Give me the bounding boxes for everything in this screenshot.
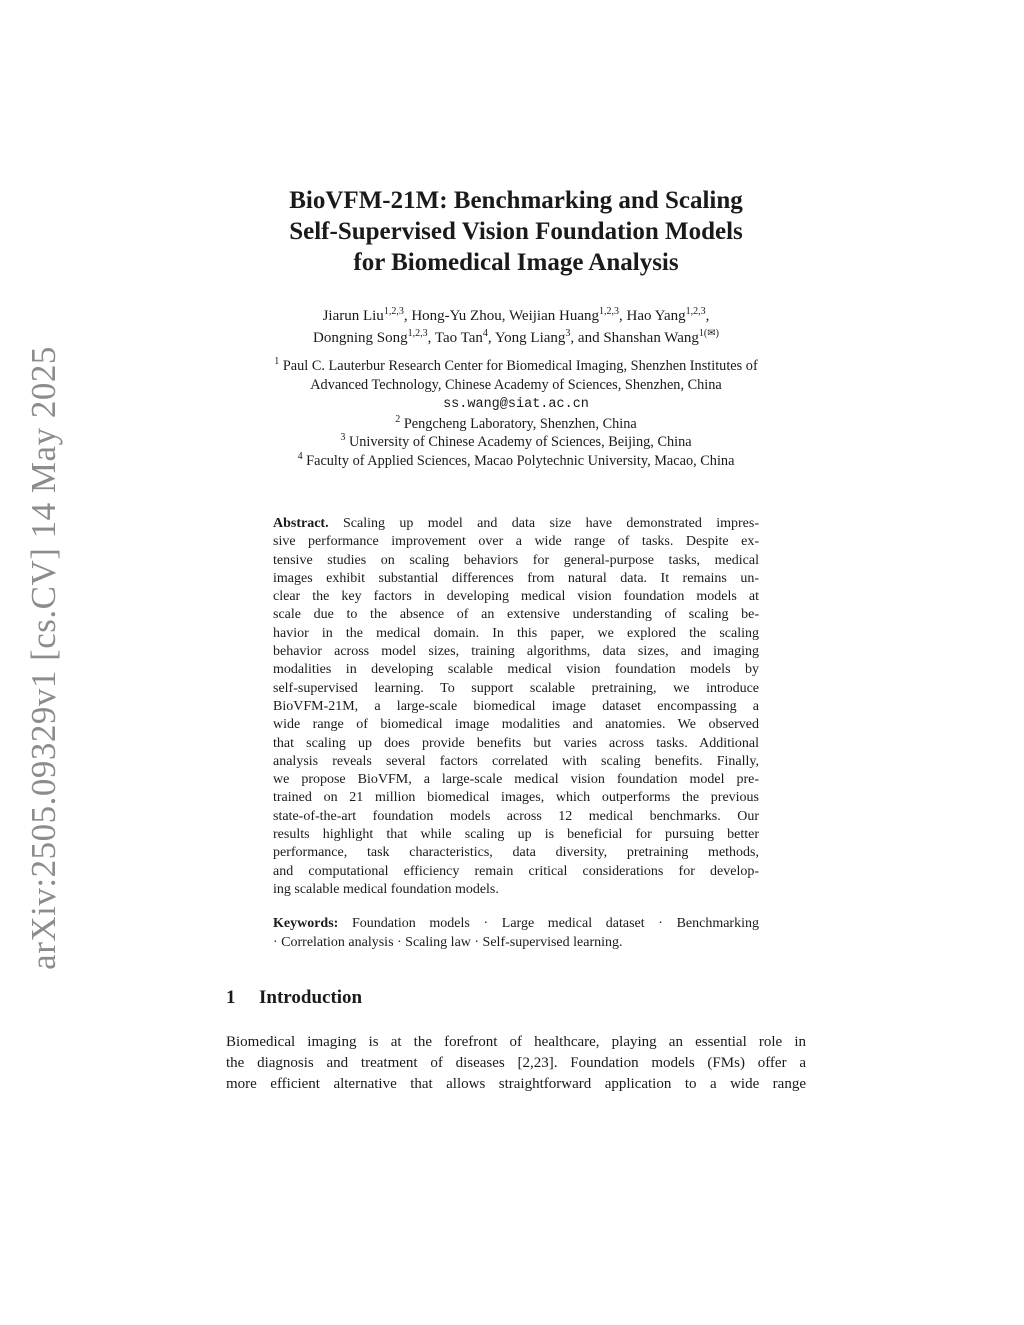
abstract-line: scale due to the absence of an extensive understanding of scaling be-: [273, 607, 759, 623]
section-number: 1: [226, 986, 236, 1008]
abstract-line: tensive studies on scaling behaviors for general-purpose tasks, medical: [273, 552, 759, 568]
affiliation-text: Pengcheng Laboratory, Shenzhen, China: [403, 415, 637, 432]
affiliation-number: 1: [274, 356, 280, 367]
author-affiliation-marker: 1,2,3: [685, 306, 706, 317]
author-name: Weijian Huang: [508, 308, 599, 324]
body-line: Biomedical imaging is at the forefront of healthcare, playing an essential role in: [226, 1033, 806, 1050]
affiliation-number: 3: [340, 432, 346, 443]
author-name: Tao Tan: [434, 330, 483, 346]
author-separator: ,: [501, 308, 509, 324]
title-line: BioVFM-21M: Benchmarking and Scaling: [289, 187, 743, 214]
author-name: Shanshan Wang: [603, 330, 699, 346]
abstract-line: clear the key factors in developing medical vision foundation models at: [273, 589, 759, 605]
abstract-line: we propose BioVFM, a large-scale medical vision foundation model pre-: [273, 772, 759, 788]
affiliation-1-continued: Advanced Technology, Chinese Academy of Sciences, Shenzhen, China: [310, 376, 722, 393]
affiliation-text: Faculty of Applied Sciences, Macao Polytechnic University, Macao, China: [306, 452, 735, 469]
author-name: Jiarun Liu: [322, 308, 384, 324]
keywords-label: Keywords:: [273, 916, 339, 932]
author-line: [226, 305, 806, 327]
abstract-line: wide range of biomedical image modalities and anatomies. We observed: [273, 717, 759, 733]
abstract-line: behavior across model sizes, training algorithms, data sizes, and imaging: [273, 644, 759, 660]
abstract-line: state-of-the-art foundation models across 12 medical benchmarks. Our: [273, 808, 759, 824]
body-line: the diagnosis and treatment of diseases [2,23]. Foundation models (FMs) offer a: [226, 1054, 806, 1071]
title-line: for Biomedical Image Analysis: [353, 249, 679, 276]
affiliation-list: [226, 357, 806, 470]
abstract-line: that scaling up does provide benefits but varies across tasks. Additional: [273, 735, 759, 751]
email-link[interactable]: ss.wang@siat.ac.cn: [443, 397, 589, 412]
author-name: Yong Liang: [494, 330, 566, 346]
keywords-line: · Correlation analysis · Scaling law · Self-supervised learning.: [273, 934, 623, 950]
section-heading-introduction: [226, 986, 806, 1010]
author-list: [226, 305, 806, 349]
author-affiliation-marker: 3: [565, 328, 571, 339]
paper-first-page: [226, 185, 806, 1095]
author-separator: ,: [487, 330, 495, 346]
arxiv-identifier-stamp: arXiv:2505.09329v1 [cs.CV] 14 May 2025: [24, 346, 63, 970]
introduction-body: [226, 1032, 806, 1095]
abstract: [273, 515, 759, 899]
affiliation-number: 4: [297, 450, 303, 462]
abstract-line: [273, 515, 759, 533]
author-line: [226, 327, 806, 349]
affiliation-3: [226, 433, 806, 452]
paper-title: [226, 185, 806, 278]
abstract-line: trained on 21 million biomedical images, which outperforms the previous: [273, 790, 759, 806]
corresponding-author-marker: 1(✉): [698, 328, 719, 339]
author-affiliation-marker: 1,2,3: [598, 306, 619, 317]
author-separator: ,: [427, 330, 435, 346]
section-title: Introduction: [259, 986, 363, 1008]
author-separator: ,: [403, 308, 412, 324]
contact-email[interactable]: [226, 394, 806, 415]
keywords: [273, 915, 759, 952]
abstract-line: sive performance improvement over a wide range of tasks. Despite ex-: [273, 534, 759, 550]
abstract-text: Scaling up model and data size have demonstrated impres-: [328, 516, 759, 531]
author-affiliation-marker: 1,2,3: [383, 306, 404, 317]
abstract-line: ing scalable medical foundation models.: [273, 881, 499, 897]
author-separator: , and: [570, 330, 604, 346]
author-name: Hao Yang: [626, 308, 686, 324]
author-affiliation-marker: 4: [482, 328, 488, 339]
keywords-text: Foundation models · Large medical dataset · Benchmarking: [338, 916, 759, 932]
author-name: Dongning Song: [313, 330, 408, 346]
affiliation-4: [226, 452, 806, 471]
author-separator: ,: [618, 308, 627, 324]
affiliation-text: Paul C. Lauterbur Research Center for Biomedical Imaging, Shenzhen Institutes of: [282, 358, 758, 374]
abstract-line: BioVFM-21M, a large-scale biomedical image dataset encompassing a: [273, 698, 759, 714]
abstract-label: Abstract.: [273, 516, 329, 531]
author-affiliation-marker: 1,2,3: [407, 328, 428, 339]
abstract-line: modalities in developing scalable medical vision foundation models by: [273, 662, 759, 678]
affiliation-number: 2: [395, 413, 401, 425]
author-name: Hong-Yu Zhou: [411, 308, 502, 324]
body-line: more efficient alternative that allows straightforward application to a wide range: [226, 1075, 806, 1092]
abstract-line: self-supervised learning. To support scalable pretraining, we introduce: [273, 680, 759, 696]
abstract-line: images exhibit substantial differences from natural data. It remains un-: [273, 570, 759, 586]
abstract-line: analysis reveals several factors correlated with scaling benefits. Finally,: [273, 753, 759, 769]
abstract-line: performance, task characteristics, data diversity, pretraining methods,: [273, 845, 759, 861]
affiliation-1: [226, 357, 806, 376]
abstract-line: results highlight that while scaling up is beneficial for pursuing better: [273, 827, 759, 843]
author-separator: ,: [705, 308, 710, 324]
title-line: Self-Supervised Vision Foundation Models: [289, 218, 743, 245]
abstract-line: and computational efficiency remain critical considerations for develop-: [273, 863, 759, 879]
keywords-line: [273, 915, 759, 933]
abstract-line: havior in the medical domain. In this paper, we explored the scaling: [273, 625, 759, 641]
affiliation-2: [226, 415, 806, 434]
affiliation-text: University of Chinese Academy of Sciences, Beijing, China: [348, 434, 692, 450]
